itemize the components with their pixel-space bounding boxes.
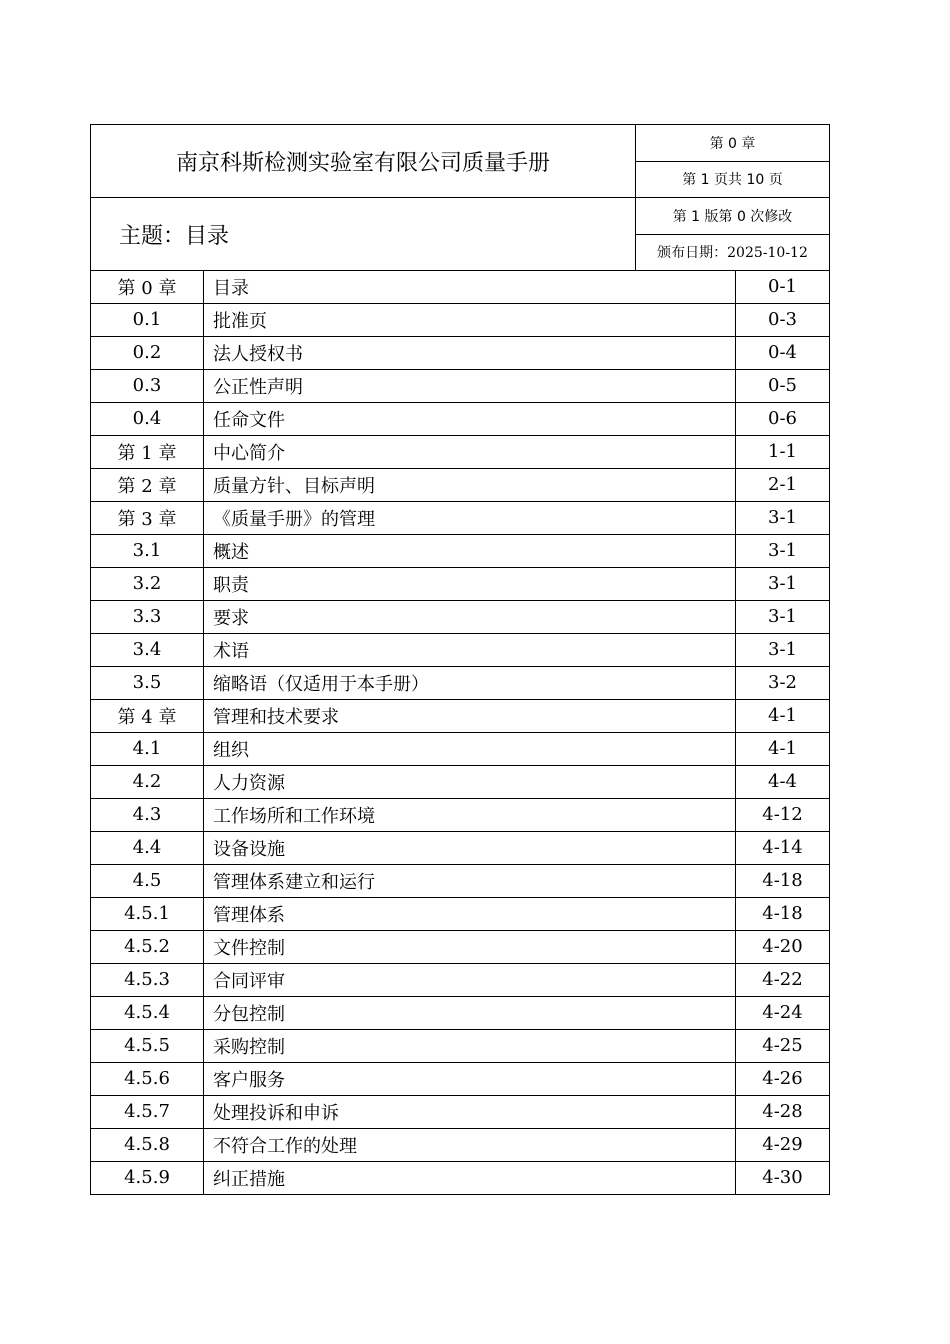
toc-section-title: 纠正措施 (204, 1161, 736, 1194)
toc-section-number: 第 0 章 (91, 270, 204, 303)
toc-section-number: 4.5.8 (91, 1128, 204, 1161)
toc-section-number: 第 1 章 (91, 435, 204, 468)
toc-section-number: 第 2 章 (91, 468, 204, 501)
toc-page-number: 0-6 (736, 402, 830, 435)
toc-section-number: 3.3 (91, 600, 204, 633)
toc-row (91, 534, 830, 567)
toc-section-title: 中心简介 (204, 435, 736, 468)
toc-row (91, 732, 830, 765)
toc-section-number: 4.1 (91, 732, 204, 765)
toc-row (91, 501, 830, 534)
toc-row (91, 303, 830, 336)
toc-row (91, 402, 830, 435)
toc-row (91, 435, 830, 468)
subject-title: 主题：目录 (91, 198, 636, 271)
issue-date: 颁布日期：2025-10-12 (636, 234, 830, 271)
toc-section-title: 职责 (204, 567, 736, 600)
toc-page-number: 4-20 (736, 930, 830, 963)
toc-row (91, 996, 830, 1029)
toc-section-number: 4.5 (91, 864, 204, 897)
toc-section-number: 4.5.2 (91, 930, 204, 963)
toc-row (91, 1029, 830, 1062)
toc-section-title: 处理投诉和申诉 (204, 1095, 736, 1128)
toc-page-number: 4-18 (736, 897, 830, 930)
toc-section-number: 3.1 (91, 534, 204, 567)
toc-page-number: 0-3 (736, 303, 830, 336)
toc-page-number: 4-29 (736, 1128, 830, 1161)
toc-section-title: 目录 (204, 270, 736, 303)
toc-row (91, 963, 830, 996)
toc-section-number: 4.3 (91, 798, 204, 831)
page-info: 第 1 页共 10 页 (636, 161, 830, 198)
toc-row (91, 666, 830, 699)
toc-page-number: 4-1 (736, 699, 830, 732)
toc-row (91, 270, 830, 303)
toc-section-title: 组织 (204, 732, 736, 765)
toc-row (91, 336, 830, 369)
toc-page-number: 4-1 (736, 732, 830, 765)
toc-row (91, 831, 830, 864)
toc-row (91, 1128, 830, 1161)
toc-table (90, 270, 830, 1195)
toc-page-number: 4-22 (736, 963, 830, 996)
toc-section-number: 0.1 (91, 303, 204, 336)
toc-section-number: 4.5.3 (91, 963, 204, 996)
toc-row (91, 1062, 830, 1095)
toc-page-number: 3-1 (736, 534, 830, 567)
toc-section-title: 人力资源 (204, 765, 736, 798)
toc-section-title: 要求 (204, 600, 736, 633)
toc-section-title: 客户服务 (204, 1062, 736, 1095)
toc-section-title: 质量方针、目标声明 (204, 468, 736, 501)
revision-info: 第 1 版第 0 次修改 (636, 198, 830, 235)
toc-section-title: 术语 (204, 633, 736, 666)
toc-section-number: 3.4 (91, 633, 204, 666)
toc-page-number: 0-4 (736, 336, 830, 369)
toc-page-number: 4-26 (736, 1062, 830, 1095)
toc-section-title: 概述 (204, 534, 736, 567)
chapter-label: 第 0 章 (636, 125, 830, 162)
toc-row (91, 897, 830, 930)
toc-page-number: 2-1 (736, 468, 830, 501)
toc-page-number: 4-30 (736, 1161, 830, 1194)
manual-title: 南京科斯检测实验室有限公司质量手册 (91, 125, 636, 198)
toc-section-title: 设备设施 (204, 831, 736, 864)
toc-section-number: 4.5.5 (91, 1029, 204, 1062)
toc-page-number: 3-1 (736, 567, 830, 600)
toc-section-title: 公正性声明 (204, 369, 736, 402)
toc-section-number: 3.5 (91, 666, 204, 699)
toc-page-number: 4-4 (736, 765, 830, 798)
toc-section-title: 文件控制 (204, 930, 736, 963)
toc-page-number: 3-2 (736, 666, 830, 699)
toc-section-title: 管理和技术要求 (204, 699, 736, 732)
toc-row (91, 1095, 830, 1128)
toc-section-number: 4.5.7 (91, 1095, 204, 1128)
toc-row (91, 930, 830, 963)
header-table (90, 124, 830, 271)
document-page (90, 124, 829, 1195)
toc-section-title: 采购控制 (204, 1029, 736, 1062)
toc-section-title: 合同评审 (204, 963, 736, 996)
toc-row (91, 567, 830, 600)
toc-section-number: 0.2 (91, 336, 204, 369)
toc-page-number: 3-1 (736, 600, 830, 633)
toc-section-number: 0.3 (91, 369, 204, 402)
toc-section-title: 批准页 (204, 303, 736, 336)
toc-section-title: 缩略语（仅适用于本手册） (204, 666, 736, 699)
toc-row (91, 798, 830, 831)
toc-section-number: 4.5.1 (91, 897, 204, 930)
toc-section-number: 3.2 (91, 567, 204, 600)
toc-section-title: 《质量手册》的管理 (204, 501, 736, 534)
toc-section-title: 管理体系 (204, 897, 736, 930)
toc-section-title: 工作场所和工作环境 (204, 798, 736, 831)
toc-section-title: 任命文件 (204, 402, 736, 435)
toc-section-number: 4.5.9 (91, 1161, 204, 1194)
toc-page-number: 3-1 (736, 633, 830, 666)
toc-page-number: 0-5 (736, 369, 830, 402)
toc-page-number: 4-28 (736, 1095, 830, 1128)
toc-section-title: 分包控制 (204, 996, 736, 1029)
toc-section-number: 4.4 (91, 831, 204, 864)
toc-section-title: 管理体系建立和运行 (204, 864, 736, 897)
toc-row (91, 765, 830, 798)
toc-section-number: 第 4 章 (91, 699, 204, 732)
toc-page-number: 4-18 (736, 864, 830, 897)
toc-section-title: 不符合工作的处理 (204, 1128, 736, 1161)
toc-row (91, 699, 830, 732)
toc-section-number: 第 3 章 (91, 501, 204, 534)
toc-row (91, 864, 830, 897)
toc-page-number: 0-1 (736, 270, 830, 303)
toc-row (91, 468, 830, 501)
toc-section-number: 4.5.4 (91, 996, 204, 1029)
toc-page-number: 3-1 (736, 501, 830, 534)
toc-row (91, 369, 830, 402)
toc-row (91, 633, 830, 666)
toc-row (91, 1161, 830, 1194)
toc-row (91, 600, 830, 633)
toc-section-number: 4.2 (91, 765, 204, 798)
toc-section-number: 0.4 (91, 402, 204, 435)
toc-page-number: 1-1 (736, 435, 830, 468)
toc-section-title: 法人授权书 (204, 336, 736, 369)
toc-page-number: 4-12 (736, 798, 830, 831)
toc-page-number: 4-14 (736, 831, 830, 864)
toc-page-number: 4-25 (736, 1029, 830, 1062)
toc-section-number: 4.5.6 (91, 1062, 204, 1095)
toc-page-number: 4-24 (736, 996, 830, 1029)
